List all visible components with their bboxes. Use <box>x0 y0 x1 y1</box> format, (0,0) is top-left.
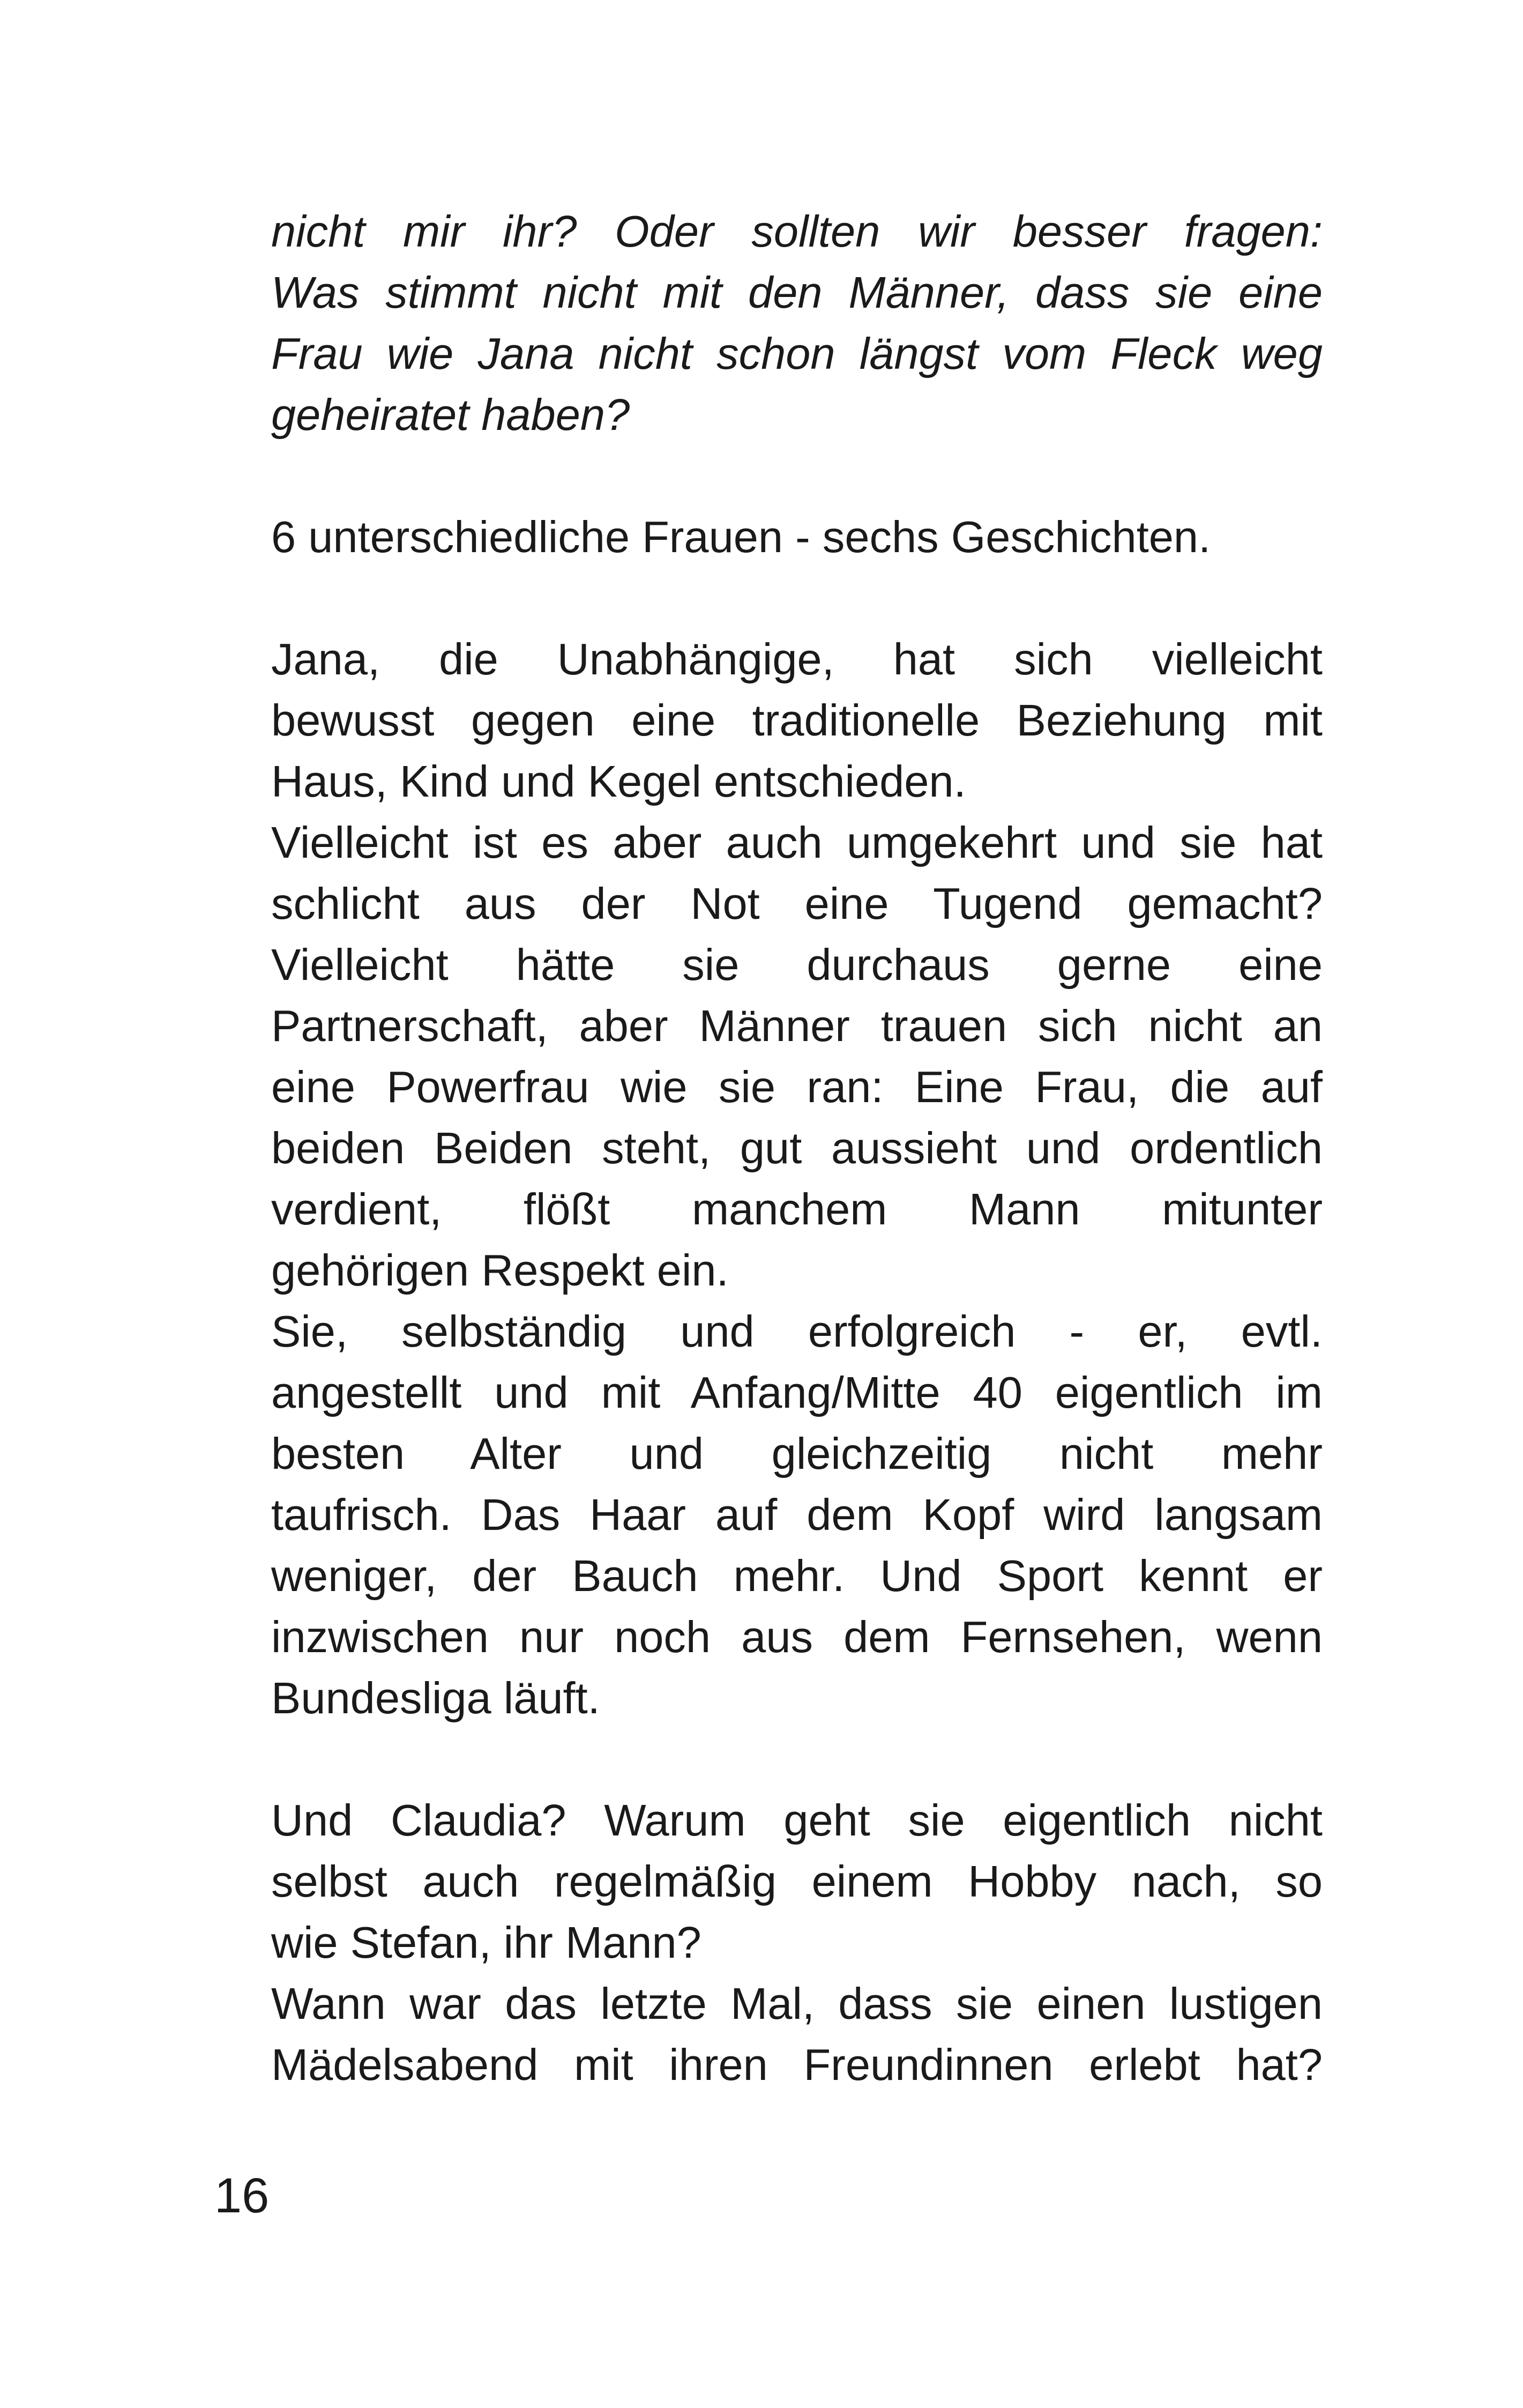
text-line: Jana, die Unabhängige, hat sich vielleicht <box>271 634 1323 684</box>
text-line: schlicht aus der Not eine Tugend gemacht? <box>271 879 1323 928</box>
text-line: angestellt und mit Anfang/Mitte 40 eigentlich im <box>271 1367 1323 1417</box>
text-line: weniger, der Bauch mehr. Und Sport kennt er <box>271 1551 1323 1601</box>
text-line: inzwischen nur noch aus dem Fernsehen, wenn <box>271 1612 1323 1662</box>
paragraph-gap <box>271 568 1323 629</box>
text-line: Mädelsabend mit ihren Freundinnen erlebt hat? <box>271 2040 1323 2090</box>
text-line: besten Alter und gleichzeitig nicht mehr <box>271 1429 1323 1478</box>
paragraph-gap <box>271 445 1323 507</box>
text-line: Vielleicht hätte sie durchaus gerne eine <box>271 940 1323 990</box>
text-line: verdient, flößt manchem Mann mitunter <box>271 1184 1323 1234</box>
text-line: Haus, Kind und Kegel entschieden. <box>271 756 966 806</box>
text-line: bewusst gegen eine traditionelle Beziehung mit <box>271 695 1323 745</box>
text-line: eine Powerfrau wie sie ran: Eine Frau, die auf <box>271 1062 1323 1112</box>
text-line: beiden Beiden steht, gut aussieht und ordentlich <box>271 1123 1323 1173</box>
text-line: 6 unterschiedliche Frauen - sechs Geschichten. <box>271 512 1211 562</box>
text-line: Vielleicht ist es aber auch umgekehrt und sie hat <box>271 817 1323 867</box>
text-line: Was stimmt nicht mit den Männer, dass sie eine <box>271 267 1323 317</box>
text-line: Bundesliga läuft. <box>271 1673 600 1723</box>
text-line: selbst auch regelmäßig einem Hobby nach, so <box>271 1856 1323 1906</box>
text-line: Wann war das letzte Mal, dass sie einen lustigen <box>271 1979 1323 2028</box>
text-line: gehörigen Respekt ein. <box>271 1245 729 1295</box>
paragraph-gap <box>271 1729 1323 1790</box>
text-line: Und Claudia? Warum geht sie eigentlich nicht <box>271 1795 1323 1845</box>
text-line: geheiratet haben? <box>271 390 630 440</box>
text-line: wie Stefan, ihr Mann? <box>271 1918 701 1967</box>
text-line: taufrisch. Das Haar auf dem Kopf wird langsam <box>271 1490 1323 1540</box>
body-text <box>271 201 1323 2095</box>
text-line: nicht mir ihr? Oder sollten wir besser fragen: <box>271 206 1323 256</box>
text-line: Sie, selbständig und erfolgreich - er, evtl. <box>271 1306 1323 1356</box>
page-number: 16 <box>214 2168 270 2223</box>
text-line: Frau wie Jana nicht schon längst vom Fleck weg <box>271 329 1323 378</box>
text-line: Partnerschaft, aber Männer trauen sich nicht an <box>271 1001 1323 1051</box>
